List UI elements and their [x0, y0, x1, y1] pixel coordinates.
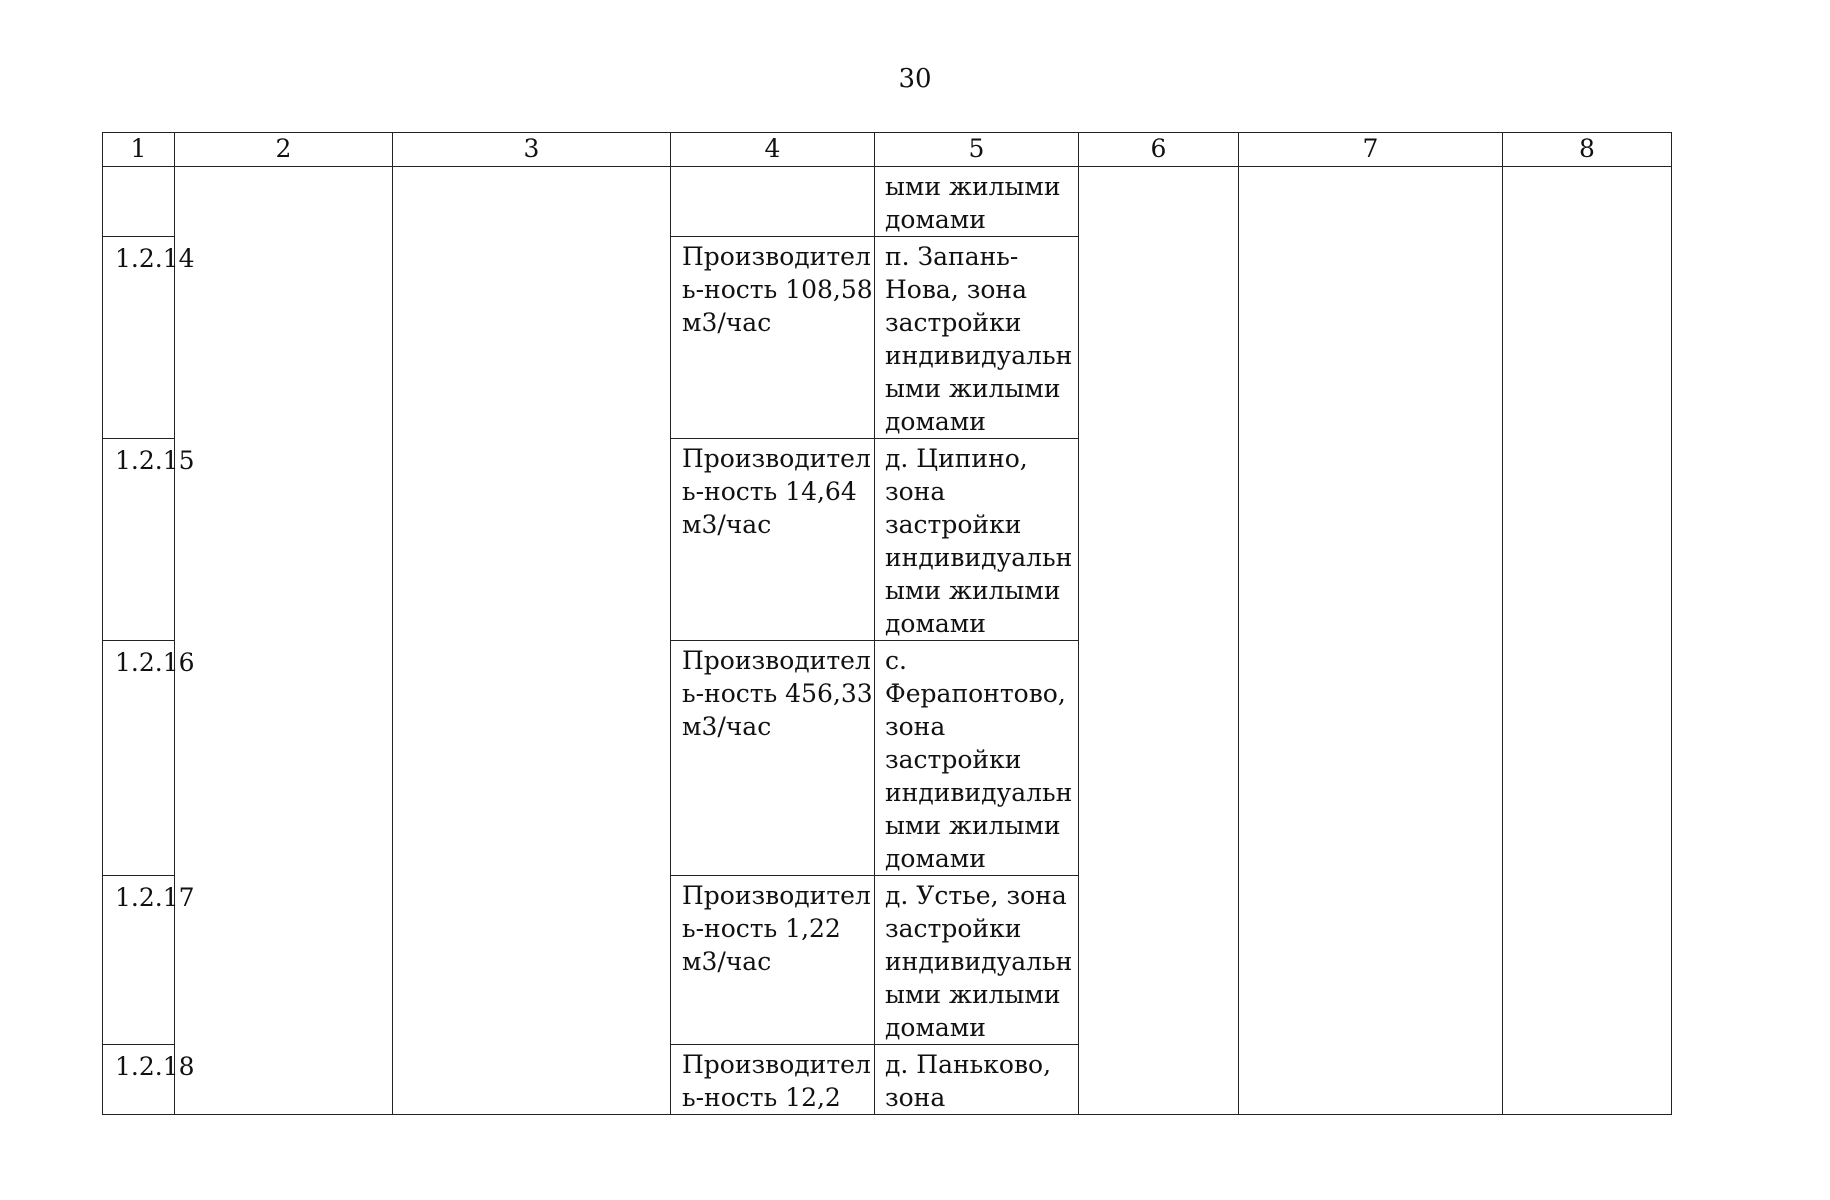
capacity-line: Производител: [682, 1050, 871, 1079]
location-line: ыми жилыми: [885, 374, 1061, 403]
header-cell-6: 6: [1079, 133, 1239, 167]
col3-merged-cell: [393, 167, 671, 1115]
num-cell: [103, 439, 195, 641]
location-cell: [875, 167, 1079, 237]
capacity-cell: [671, 1045, 875, 1115]
col7-merged-cell: [1239, 167, 1503, 1115]
row-number: 1.2.16: [115, 648, 195, 677]
location-line: индивидуальн: [885, 778, 1073, 807]
row-number: 1.2.18: [115, 1052, 195, 1081]
header-cell-1: 1: [103, 133, 175, 167]
location-line: зона: [885, 712, 946, 741]
num-cell: [103, 641, 195, 876]
location-line: ыми жилыми: [885, 980, 1061, 1009]
location-line: индивидуальн: [885, 341, 1073, 370]
location-line: ыми жилыми: [885, 172, 1061, 201]
capacity-line: Производител: [682, 881, 871, 910]
location-line: зона: [885, 1083, 946, 1112]
capacity-cell: [671, 237, 875, 439]
capacity-line: ь-ность 108,58: [682, 275, 873, 304]
location-line: застройки: [885, 308, 1022, 337]
location-line: ыми жилыми: [885, 811, 1061, 840]
capacity-line: Производител: [682, 242, 871, 271]
page-number: 30: [898, 64, 932, 94]
location-line: застройки: [885, 914, 1022, 943]
location-line: п. Запань-: [885, 242, 1019, 271]
location-line: домами: [885, 205, 986, 234]
capacity-line: ь-ность 456,33: [682, 679, 873, 708]
location-line: застройки: [885, 510, 1022, 539]
capacity-line: ь-ность 1,22: [682, 914, 841, 943]
capacity-line: м3/час: [682, 947, 772, 976]
header-cell-4: 4: [671, 133, 875, 167]
location-line: д. Ципино,: [885, 444, 1028, 473]
location-cell: [875, 876, 1079, 1045]
header-cell-3: 3: [393, 133, 671, 167]
col2-merged-cell: [175, 167, 393, 1115]
capacity-cell: [671, 641, 875, 876]
row-number: 1.2.15: [115, 446, 195, 475]
num-cell: [103, 876, 195, 1045]
location-line: с.: [885, 646, 907, 675]
location-cell: [875, 641, 1079, 876]
capacity-line: м3/час: [682, 510, 772, 539]
col6-merged-cell: [1079, 167, 1239, 1115]
location-line: домами: [885, 1013, 986, 1042]
table-row: [103, 167, 1672, 237]
location-line: домами: [885, 844, 986, 873]
header-row: [103, 133, 1672, 167]
location-line: домами: [885, 407, 986, 436]
capacity-line: м3/час: [682, 712, 772, 741]
location-cell: [875, 237, 1079, 439]
capacity-cell: [671, 876, 875, 1045]
num-cell: [103, 237, 195, 439]
location-line: Нова, зона: [885, 275, 1027, 304]
capacity-line: ь-ность 14,64: [682, 477, 857, 506]
header-cell-8: 8: [1503, 133, 1672, 167]
location-line: ыми жилыми: [885, 576, 1061, 605]
location-line: д. Устье, зона: [885, 881, 1067, 910]
capacity-line: Производител: [682, 444, 871, 473]
capacity-cell: [671, 167, 875, 237]
location-line: индивидуальн: [885, 543, 1073, 572]
capacity-line: м3/час: [682, 308, 772, 337]
row-number: 1.2.14: [115, 244, 195, 273]
col8-merged-cell: [1503, 167, 1672, 1115]
location-line: д. Паньково,: [885, 1050, 1052, 1079]
document-table: [102, 132, 1672, 1115]
location-line: застройки: [885, 745, 1022, 774]
header-cell-5: 5: [875, 133, 1079, 167]
location-cell: [875, 1045, 1079, 1115]
header-cell-7: 7: [1239, 133, 1503, 167]
capacity-cell: [671, 439, 875, 641]
capacity-line: Производител: [682, 646, 871, 675]
capacity-line: ь-ность 12,2: [682, 1083, 841, 1112]
location-line: зона: [885, 477, 946, 506]
num-cell: [103, 167, 175, 237]
location-line: Ферапонтово,: [885, 679, 1066, 708]
num-cell: [103, 1045, 195, 1115]
location-line: домами: [885, 609, 986, 638]
header-cell-2: 2: [175, 133, 393, 167]
location-line: индивидуальн: [885, 947, 1073, 976]
location-cell: [875, 439, 1079, 641]
row-number: 1.2.17: [115, 883, 195, 912]
